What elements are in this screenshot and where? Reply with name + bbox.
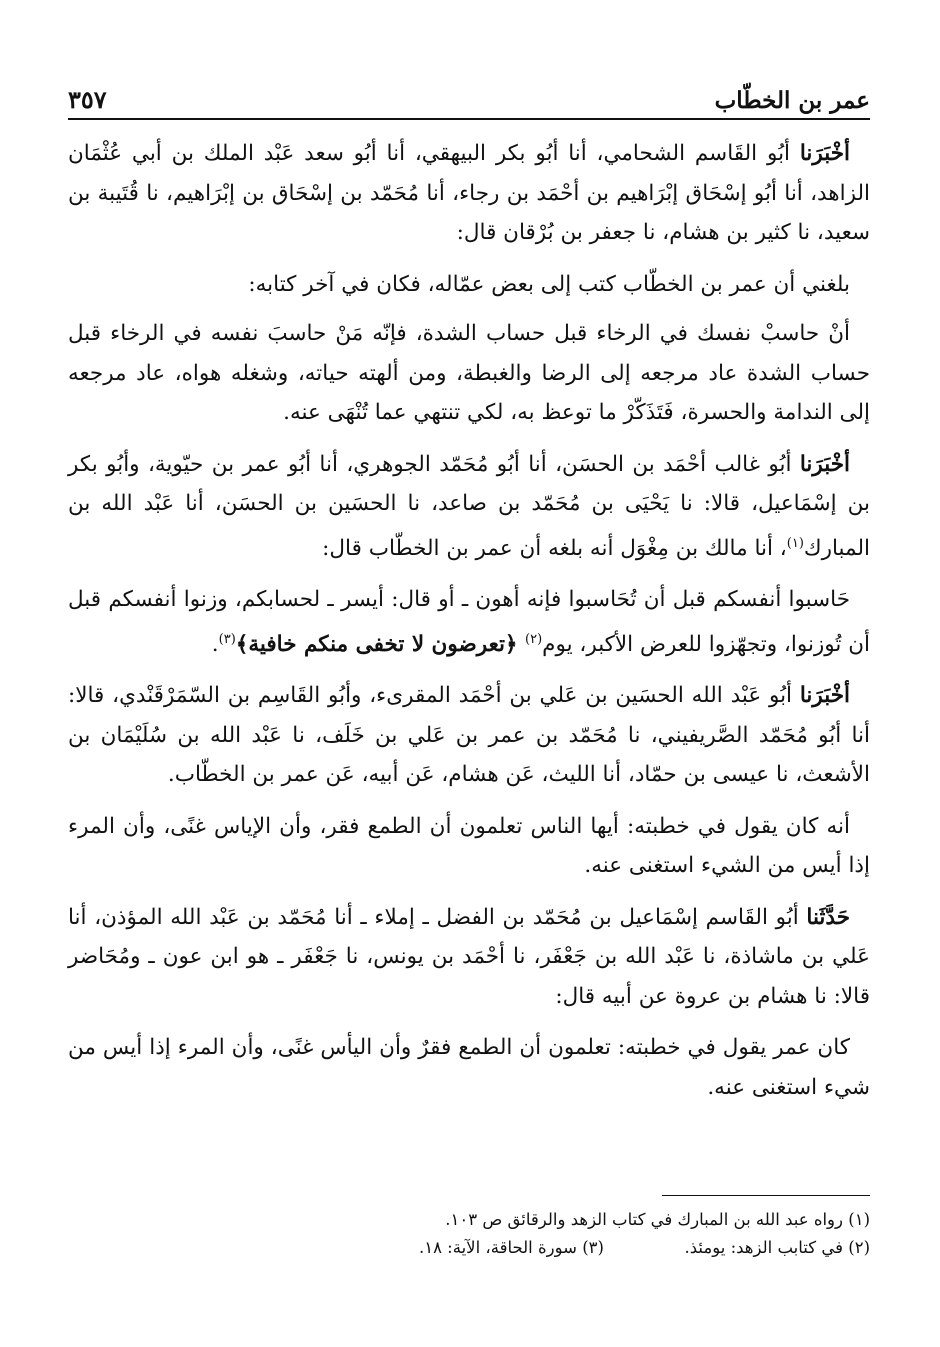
paragraph-text: حَاسبوا أنفسكم قبل أن تُحَاسبوا فإنه أهون ـ أو قال: أيسر ـ لحسابكم، وزنوا أنفسكم قبل أن تُوزنوا، وتجهّزوا للعرض الأكبر، يوم: [68, 587, 870, 657]
paragraph-text: أبُو غالب أحْمَد بن الحسَن، أنا أبُو مُحَمّد الجوهري، أنا أبُو عمر بن حيّوية، وأبُو بكر بن إسْمَاعيل، قالا: نا يَحْيَى بن مُحَمّد بن صاعد، نا الحسَين بن الحسَن، أنا عَبْد الله بن المبارك: [68, 451, 870, 561]
footnote-number: (١): [848, 1210, 870, 1229]
paragraph-2: [68, 265, 870, 305]
page-number: ٣٥٧: [68, 85, 107, 114]
footnote-text: سورة الحاقة، الآية: ١٨.: [418, 1238, 577, 1257]
page-body: [68, 134, 870, 1107]
page-header: [68, 78, 870, 120]
footnote-ref-2[interactable]: (٢): [525, 631, 543, 647]
footnote-text: في كتابب الزهد: يومئذ.: [684, 1238, 843, 1257]
paragraph-4: [68, 445, 870, 569]
running-title: عمر بن الخطّاب: [714, 87, 870, 114]
paragraph-lead: أخْبَرَنا: [799, 451, 850, 477]
paragraph-text: أنْ حاسبْ نفسك في الرخاء قبل حساب الشدة، فإنّه مَنْ حاسبَ نفسه في الرخاء قبل حساب الشدة عاد مرجعه إلى الرضا والغبطة، ومن ألهته حياته، وشغله هواه، عاد مرجعه إلى الندامة والحسرة، فَتَذَكّرْ ما توعظ به، لكي تنتهي عما تُنْهَى عنه.: [68, 321, 870, 425]
paragraph-5: [68, 580, 870, 664]
paragraph-text: كان عمر يقول في خطبته: تعلمون أن الطمع فقرٌ وأن اليأس غنًى، وأن المرء إذا أيس من شيء استغنى عنه.: [68, 1035, 870, 1100]
paragraph-1: [68, 134, 870, 253]
footnote-number: (٣): [582, 1238, 604, 1257]
paragraph-lead: أخْبَرَنا: [799, 683, 850, 709]
footnote-number: (٢): [848, 1238, 870, 1257]
footnote-text: رواه عبد الله بن المبارك في كتاب الزهد والرقائق ص ١٠٣.: [445, 1210, 843, 1229]
paragraph-8: [68, 898, 870, 1017]
footnotes: [68, 1195, 870, 1262]
paragraph-lead: أخْبَرَنا: [799, 141, 850, 166]
paragraph-text: أبُو القَاسم إسْمَاعيل بن مُحَمّد بن الفضل ـ إملاء ـ أنا مُحَمّد بن عَبْد الله المؤذن، أنا عَلي بن ماشاذة، نا عَبْد الله بن جَعْفَر، نا أحْمَد بن يونس، نا جَعْفَر ـ هو ابن عون ـ ومُحَاضر قالا: نا هشام بن عروة عن أبيه قال:: [68, 904, 870, 1009]
paragraph-text: بلغني أن عمر بن الخطّاب كتب إلى بعض عمّاله، فكان في آخر كتابه:: [248, 271, 850, 297]
paragraph-text-cont: .: [211, 631, 219, 657]
footnote-2-3: [68, 1234, 870, 1262]
footnote-1: [68, 1206, 870, 1234]
footnote-ref-3[interactable]: (٣): [218, 631, 236, 647]
paragraph-lead: حَدَّثَنا: [806, 904, 850, 930]
paragraph-3: [68, 314, 870, 433]
paragraph-9: [68, 1028, 870, 1107]
document-page: [68, 78, 870, 1119]
footnote-ref-1[interactable]: (١): [786, 535, 804, 551]
footnote-divider: [662, 1195, 870, 1196]
paragraph-7: [68, 807, 870, 886]
quran-verse: ﴿تعرضون لا تخفى منكم خافية﴾: [235, 631, 526, 657]
paragraph-text-cont: ، أنا مالك بن مِغْوَل أنه بلغه أن عمر بن الخطّاب قال:: [322, 535, 787, 561]
paragraph-text: أبُو عَبْد الله الحسَين بن عَلي بن أحْمَد المقرىء، وأبُو القَاسِم بن السّمَرْقَنْدي، قالا: أنا أبُو مُحَمّد الصَّريفيني، نا مُحَمّد بن عمر بن عَلي بن خَلَف، نا عَبْد الله بن سُلَيْمَان بن الأشعث، نا عيسى بن حمّاد، أنا الليث، عَن هشام، عَن أبيه، عَن عمر بن الخطّاب.: [68, 683, 870, 788]
paragraph-text: أبُو القَاسم الشحامي، أنا أبُو بكر البيهقي، أنا أبُو سعد عَبْد الملك بن أبي عُثْمَان الزاهد، أنا أبُو إسْحَاق إبْرَاهيم بن أحْمَد بن رجاء، أنا مُحَمّد بن إسْحَاق بن إبْرَاهيم، نا قُتَيبة بن سعيد، نا كثير بن هشام، نا جعفر بن بُرْقان قال:: [68, 141, 870, 245]
paragraph-text: أنه كان يقول في خطبته: أيها الناس تعلمون أن الطمع فقر، وأن الإياس غنًى، وأن المرء إذا أيس من الشيء استغنى عنه.: [68, 813, 870, 879]
paragraph-6: [68, 676, 870, 795]
